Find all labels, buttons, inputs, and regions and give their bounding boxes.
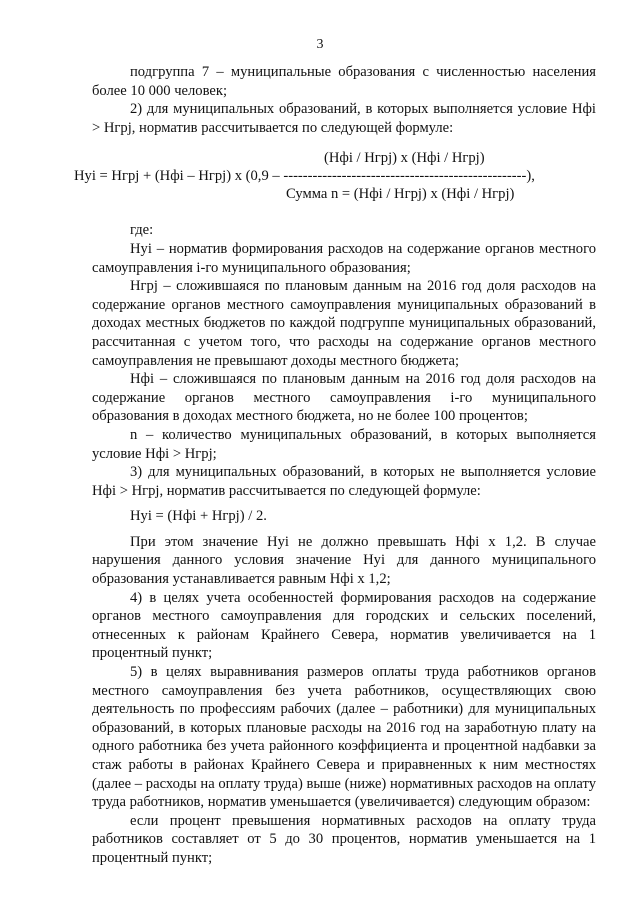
paragraph: 2) для муниципальных образований, в которых выполняется условие Нфі > Нгрj, норматив рассчитывается по следующей формуле: bbox=[92, 101, 596, 136]
paragraph: подгруппа 7 – муниципальные образования с численностью населения более 10 000 человек; bbox=[92, 64, 596, 99]
paragraph: 5) в целях выравнивания размеров оплаты труда работников органов местного самоуправления без учета работников, осуществляющих свою деятельность по профессиям рабочих (далее – работники) для муниципальных образований, в которых плановые расходы на 2016 год на заработную плату на одного работника без учета районного коэффициента и процентной надбавки за стаж работы в районах Крайнего Севера и приравненных к ним местностях (далее – расходы на оплату труда) выше (ниже) нормативных расходов на оплату труда работников, норматив уменьшается (увеличивается) следующим образом: bbox=[92, 664, 596, 811]
formula-line: Нуі = (Нфі + Нгрj) / 2. bbox=[130, 508, 267, 525]
page-number: 3 bbox=[316, 37, 324, 52]
formula-block bbox=[62, 149, 596, 209]
paragraph: Нфі – сложившаяся по плановым данным на 2016 год доля расходов на содержание органов местного самоуправления і-го муниципального образования в доходах местного бюджета, но не более 100 процентов; bbox=[92, 371, 596, 425]
paragraph: если процент превышения нормативных расходов на оплату труда работников составляет от 5 до 30 процентов, норматив уменьшается на 1 процентный пункт; bbox=[92, 812, 596, 866]
paragraph: При этом значение Нуі не должно превышать Нфі х 1,2. В случае нарушения данного условия значение Нуі для данного муниципального образования устанавливается равным Нфі х 1,2; bbox=[92, 533, 596, 588]
formula-denominator: Сумма n = (Нфі / Нгрj) х (Нфі / Нгрj) bbox=[286, 186, 515, 203]
document-body bbox=[74, 63, 596, 868]
paragraph: 4) в целях учета особенностей формирования расходов на содержание органов местного самоуправления для городских и сельских поселений, отнесенных к районам Крайнего Севера, норматив увеличивается на 1 процентный пункт; bbox=[92, 589, 596, 662]
formula-main: Нуі = Нгрj + (Нфі – Нгрj) х (0,9 – --------------------------------------------------), bbox=[74, 168, 535, 185]
paragraph: 3) для муниципальных образований, в которых не выполняется условие Нфі > Нгрj, норматив рассчитывается по следующей формуле: bbox=[92, 464, 596, 499]
paragraph: Нгрj – сложившаяся по плановым данным на 2016 год доля расходов на содержание органов местного самоуправления муниципальных образований в доходах местных бюджетов по каждой подгруппе муниципальных образований, рассчитанная с учетом того, что расходы на содержание органов местного самоуправления не превышают доходы местного бюджета; bbox=[92, 278, 596, 369]
paragraph: где: bbox=[130, 222, 154, 239]
formula-numerator: (Нфі / Нгрj) х (Нфі / Нгрj) bbox=[324, 150, 485, 167]
paragraph: Нуі – норматив формирования расходов на содержание органов местного самоуправления і-го муниципального образования; bbox=[92, 240, 596, 276]
paragraph: n – количество муниципальных образований, в которых выполняется условие Нфі > Нгрj; bbox=[92, 426, 596, 462]
